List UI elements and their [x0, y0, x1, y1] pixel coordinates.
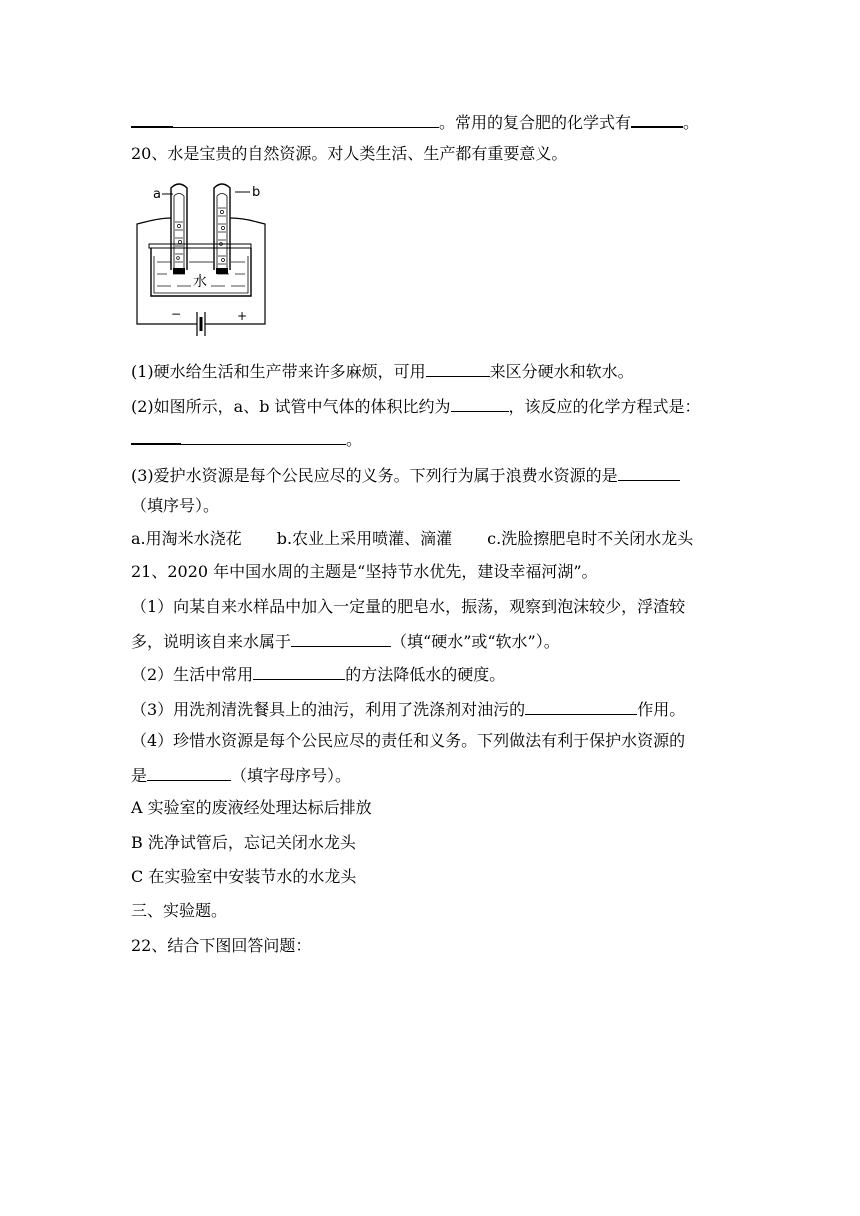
question-21-part-1-cont: 多，说明该自来水属于 （填“硬水”或“软水”）。	[131, 629, 560, 651]
question-21-part-4: （4）珍惜水资源是每个公民应尽的责任和义务。下列做法有利于保护水资源的	[131, 731, 686, 750]
answer-blank[interactable]	[451, 394, 509, 412]
answer-blank[interactable]	[525, 697, 637, 715]
question-20-title: 20、水是宝贵的自然资源。对人类生活、生产都有重要意义。	[131, 144, 568, 163]
question-21-option-a: A 实验室的废液经处理达标后排放	[131, 798, 372, 817]
option-a: a.用淘米水浇花	[131, 529, 242, 548]
option-b: b.农业上采用喷灌、滴灌	[276, 529, 453, 548]
question-22-title: 22、结合下图回答问题：	[131, 936, 312, 955]
answer-blank[interactable]	[291, 629, 391, 647]
label-minus: −	[171, 307, 182, 321]
question-20-part-1: (1)硬水给生活和生产带来许多麻烦，可用 来区分硬水和软水。	[131, 359, 634, 381]
answer-blank[interactable]	[426, 359, 490, 377]
question-20-part-3-note: （填序号）。	[131, 496, 220, 515]
question-20-part-3: (3)爱护水资源是每个公民应尽的义务。下列行为属于浪费水资源的是	[131, 463, 680, 485]
question-20-part-2-equation: 。	[131, 426, 362, 448]
answer-blank[interactable]	[173, 110, 439, 128]
label-b: b	[252, 185, 261, 200]
answer-blank[interactable]	[147, 763, 231, 781]
electrolysis-apparatus-icon	[131, 178, 271, 344]
answer-blank[interactable]	[131, 426, 181, 445]
label-a: a	[153, 187, 161, 202]
label-plus: +	[237, 309, 248, 323]
electrolysis-diagram	[131, 178, 271, 348]
answer-blank[interactable]	[253, 662, 345, 680]
answer-blank[interactable]	[181, 427, 346, 445]
question-21-part-4-cont: 是 （填字母序号）。	[131, 763, 351, 785]
label-water: 水	[193, 274, 207, 290]
section-3-heading: 三、实验题。	[131, 901, 228, 920]
option-c: c.洗脸擦肥皂时不关闭水龙头	[487, 529, 694, 548]
question-20-options	[131, 528, 693, 550]
answer-blank[interactable]	[131, 109, 173, 128]
question-21-part-1: （1）向某自来水样品中加入一定量的肥皂水，振荡，观察到泡沫较少，浮渣较	[131, 597, 686, 616]
answer-blank[interactable]	[631, 109, 683, 128]
fill-line-compound-fertilizer: 。常用的复合肥的化学式有 。	[131, 109, 699, 131]
question-21-option-b: B 洗净试管后，忘记关闭水龙头	[131, 833, 356, 852]
question-21-title: 21、2020 年中国水周的主题是“坚持节水优先，建设幸福河湖”。	[131, 562, 598, 581]
question-21-option-c: C 在实验室中安装节水的水龙头	[131, 867, 357, 886]
question-21-part-3: （3）用洗剂清洗餐具上的油污，利用了洗涤剂对油污的 作用。	[131, 697, 685, 719]
question-20-part-2: (2)如图所示，a、b 试管中气体的体积比约为 ，该反应的化学方程式是：	[131, 394, 701, 416]
question-21-part-2: （2）生活中常用 的方法降低水的硬度。	[131, 662, 505, 684]
answer-blank[interactable]	[618, 463, 680, 481]
